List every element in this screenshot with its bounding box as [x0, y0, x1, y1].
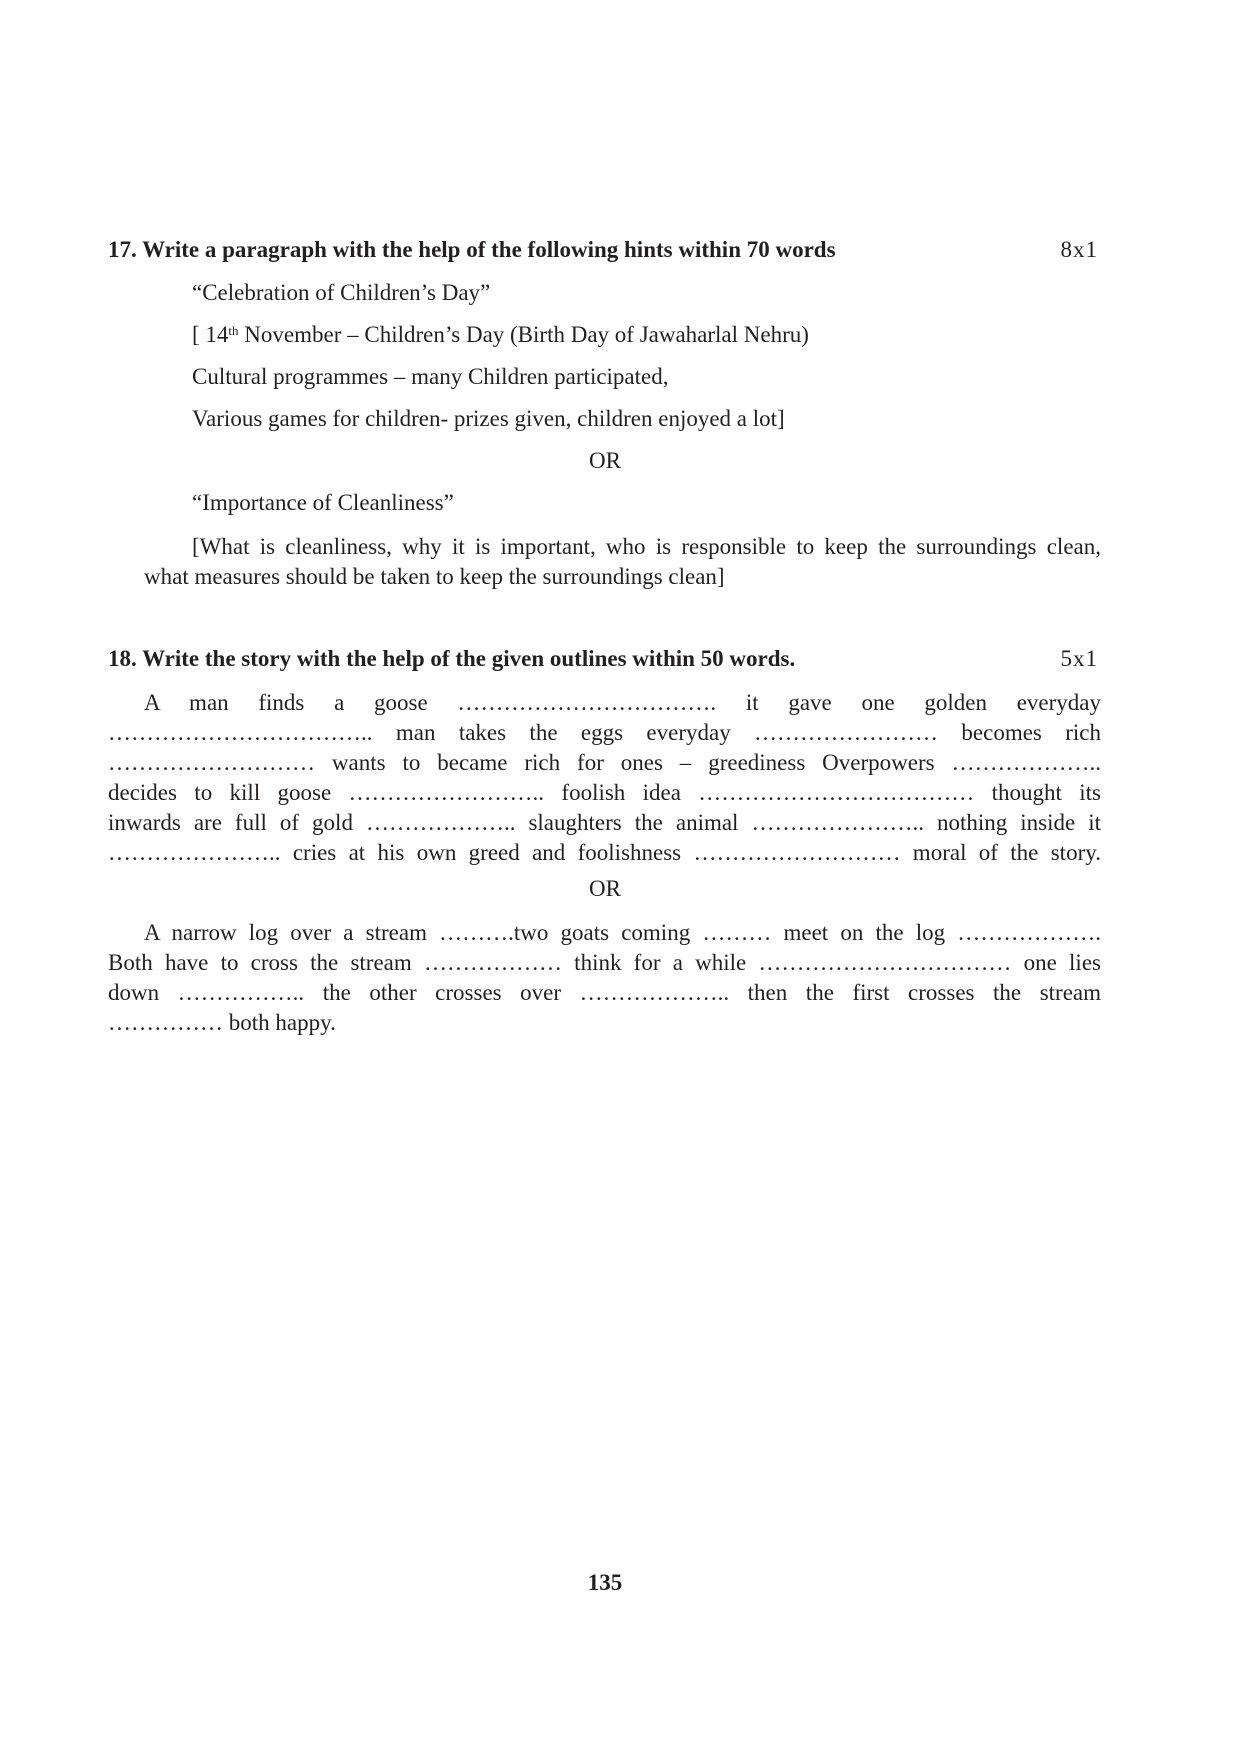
story1-line-1: A man finds a goose ……………………………. it gave one golden everyday [144, 690, 1101, 715]
topic1-title: “Celebration of Children’s Day” [192, 280, 491, 305]
story1-line-6: ………………….. cries at his own greed and foolishness ……………………… moral of the story. [108, 840, 1101, 865]
topic2-hint [144, 532, 1101, 592]
story2-line-4: …………… both happy. [108, 1010, 336, 1035]
topic2-hint-line1: [What is cleanliness, why it is important, who is responsible to keep the surroundings clean, [192, 534, 1101, 559]
topic2-title: “Importance of Cleanliness” [192, 490, 454, 515]
or-divider-q18: OR [589, 876, 621, 901]
question-17-heading [108, 235, 1098, 265]
or-divider-q17: OR [589, 448, 621, 473]
story1-line-5: inwards are full of gold ……………….. slaughters the animal ………………….. nothing inside it [108, 810, 1101, 835]
topic1-hint-date-sup: th [228, 323, 239, 338]
story2-line-2: Both have to cross the stream ……………… think for a while …………………………… one lies [108, 950, 1101, 975]
topic1-hint-games: Various games for children- prizes given, children enjoyed a lot] [192, 406, 785, 431]
story1-outline [108, 688, 1101, 868]
question-17-marks: 8x1 [1060, 237, 1098, 262]
question-18-text: 18. Write the story with the help of the given outlines within 50 words. [108, 646, 796, 671]
story1-line-3: ……………………… wants to became rich for ones – greediness Overpowers ……………….. [108, 750, 1101, 775]
story2-outline [108, 918, 1101, 1038]
question-18-heading [108, 644, 1098, 674]
topic1-hint-date [192, 320, 809, 350]
topic1-hint-cultural: Cultural programmes – many Children participated, [192, 364, 669, 389]
story2-line-1: A narrow log over a stream ……….two goats coming ……… meet on the log ………………. [144, 920, 1101, 945]
page-number: 135 [587, 1570, 623, 1595]
story2-line-3: down …………….. the other crosses over ……………….. then the first crosses the stream [108, 980, 1101, 1005]
story1-line-2: …………………………….. man takes the eggs everyday …………………… becomes rich [108, 720, 1101, 745]
topic2-hint-line2: what measures should be taken to keep the surroundings clean] [144, 564, 725, 589]
story1-line-4: decides to kill goose …………………….. foolish idea ……………………………… thought its [108, 780, 1101, 805]
question-18-marks: 5x1 [1060, 646, 1098, 671]
question-17-text: 17. Write a paragraph with the help of the following hints within 70 words [108, 237, 836, 262]
topic1-hint-date-post: November – Children’s Day (Birth Day of Jawaharlal Nehru) [238, 322, 809, 347]
topic1-hint-date-pre: [ 14 [192, 322, 229, 347]
